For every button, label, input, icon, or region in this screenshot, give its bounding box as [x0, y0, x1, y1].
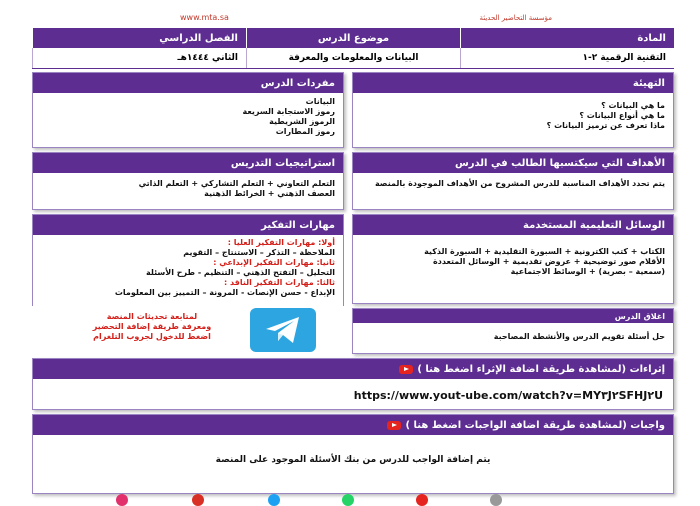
top-line — [32, 11, 674, 25]
enrichment-url[interactable]: https://www.yout-ube.com/watch?v=MY٣J٢SFHJ٢U — [353, 389, 663, 402]
intro-line: ماذا تعرف عن ترميز البيانات ؟ — [546, 121, 665, 130]
org-name: مؤسسة التحاضير الحديثة — [479, 14, 552, 22]
promo-line: اضغط للدخول لجروب التلغرام — [93, 332, 211, 341]
intro-line: ما هي أنواع البيانات ؟ — [579, 111, 665, 120]
thinking-heading: ثانيا: مهارات التفكير الإبداعي : — [213, 258, 335, 267]
thinking-title: مهارات التفكير — [33, 215, 343, 235]
homework-text: يتم إضافة الواجب للدرس من بنك الأسئلة الموجود على المنصة — [215, 455, 491, 465]
vocab-title: مفردات الدرس — [33, 73, 343, 93]
aids-line: (سمعية – بصرية) + الوسائط الاجتماعية — [510, 267, 665, 276]
homework-box — [32, 414, 674, 494]
social-icon[interactable] — [490, 494, 502, 506]
topic-label: موضوع الدرس — [246, 28, 460, 48]
intro-title: التهيئة — [353, 73, 673, 93]
strategies-line: العصف الذهني + الخرائط الذهنية — [204, 189, 335, 198]
vocab-line: الرموز الشريطية — [269, 117, 335, 126]
vocab-line: البيانات — [305, 97, 335, 106]
thinking-line: الملاحظة – التذكر – الاستنتاج – التقويم — [183, 248, 335, 257]
aids-line: الأقلام صور توضيحية + عروض تقديمية + الوسائل المتعددة — [433, 257, 665, 266]
aids-box — [352, 214, 674, 304]
youtube-icon[interactable] — [399, 365, 413, 374]
closing-title: اغلاق الدرس — [353, 309, 673, 323]
strategies-box — [32, 152, 344, 210]
social-icon[interactable] — [342, 494, 354, 506]
thinking-line: التحليل – التفتح الذهني – التنظيم - طرح الأسئلة — [146, 268, 335, 277]
term-label: الفصل الدراسي — [32, 28, 246, 48]
vocab-line: رموز الاستجابة السريعة — [242, 107, 335, 116]
objectives-box — [352, 152, 674, 210]
social-icon[interactable] — [116, 494, 128, 506]
social-icon[interactable] — [416, 494, 428, 506]
intro-line: ما هي البيانات ؟ — [601, 101, 665, 110]
topic-value: البيانات والمعلومات والمعرفة — [246, 48, 460, 68]
enrichment-box — [32, 358, 674, 410]
social-icon[interactable] — [268, 494, 280, 506]
term-value: الثاني ١٤٤٤هـ — [32, 48, 246, 68]
strategies-title: استراتيجيات التدريس — [33, 153, 343, 173]
vocab-box — [32, 72, 344, 148]
social-icon[interactable] — [192, 494, 204, 506]
telegram-icon — [264, 315, 302, 345]
strategies-line: التعلم التعاوني + التعلم التشاركي + التعلم الذاتي — [138, 179, 335, 188]
lesson-plan-page — [32, 8, 674, 500]
aids-line: الكتاب + كتب الكترونية + السبورة التقليدية + السبورة الذكية — [424, 247, 665, 256]
subject-value: التقنية الرقمية ٢-١ — [460, 48, 674, 68]
intro-box — [352, 72, 674, 148]
objectives-text: يتم تحدد الأهداف المناسبة للدرس المشروح من الأهداف الموجودة بالمنصة — [374, 179, 665, 188]
thinking-heading: أولا: مهارات التفكير العليا : — [227, 238, 335, 247]
promo-line: لمتابعة تحديثات المنصة — [106, 312, 198, 321]
header-band — [32, 28, 674, 48]
homework-title[interactable] — [33, 415, 673, 435]
enrichment-title-text: إثراءات (لمشاهدة طريقة اضافة الإثراء اضغط هنا ) — [417, 363, 665, 375]
telegram-button[interactable] — [250, 308, 316, 352]
closing-box — [352, 308, 674, 354]
telegram-promo[interactable] — [72, 312, 232, 342]
subject-label: المادة — [460, 28, 674, 48]
closing-text: حل أسئلة تقويم الدرس والأنشطة المصاحبة — [493, 332, 665, 341]
enrichment-title[interactable] — [33, 359, 673, 379]
homework-title-text: واجبات (لمشاهدة طريقة اضافة الواجبات اضغط هنا ) — [405, 419, 665, 431]
thinking-box — [32, 214, 344, 306]
aids-title: الوسائل التعليمية المستخدمة — [353, 215, 673, 235]
site-link[interactable]: www.mta.sa — [180, 13, 229, 22]
thinking-heading: ثالثا: مهارات التفكير الناقد : — [224, 278, 335, 287]
thinking-line: الإبداع - حسن الإنصات - المرونة – التمييز بين المعلومات — [114, 288, 335, 297]
objectives-title: الأهداف التي سيكتسبها الطالب في الدرس — [353, 153, 673, 173]
header-values — [32, 48, 674, 69]
vocab-line: رموز المطارات — [275, 127, 335, 136]
promo-line: ومعرفة طريقة إضافة التحضير — [92, 322, 212, 331]
youtube-icon[interactable] — [387, 421, 401, 430]
